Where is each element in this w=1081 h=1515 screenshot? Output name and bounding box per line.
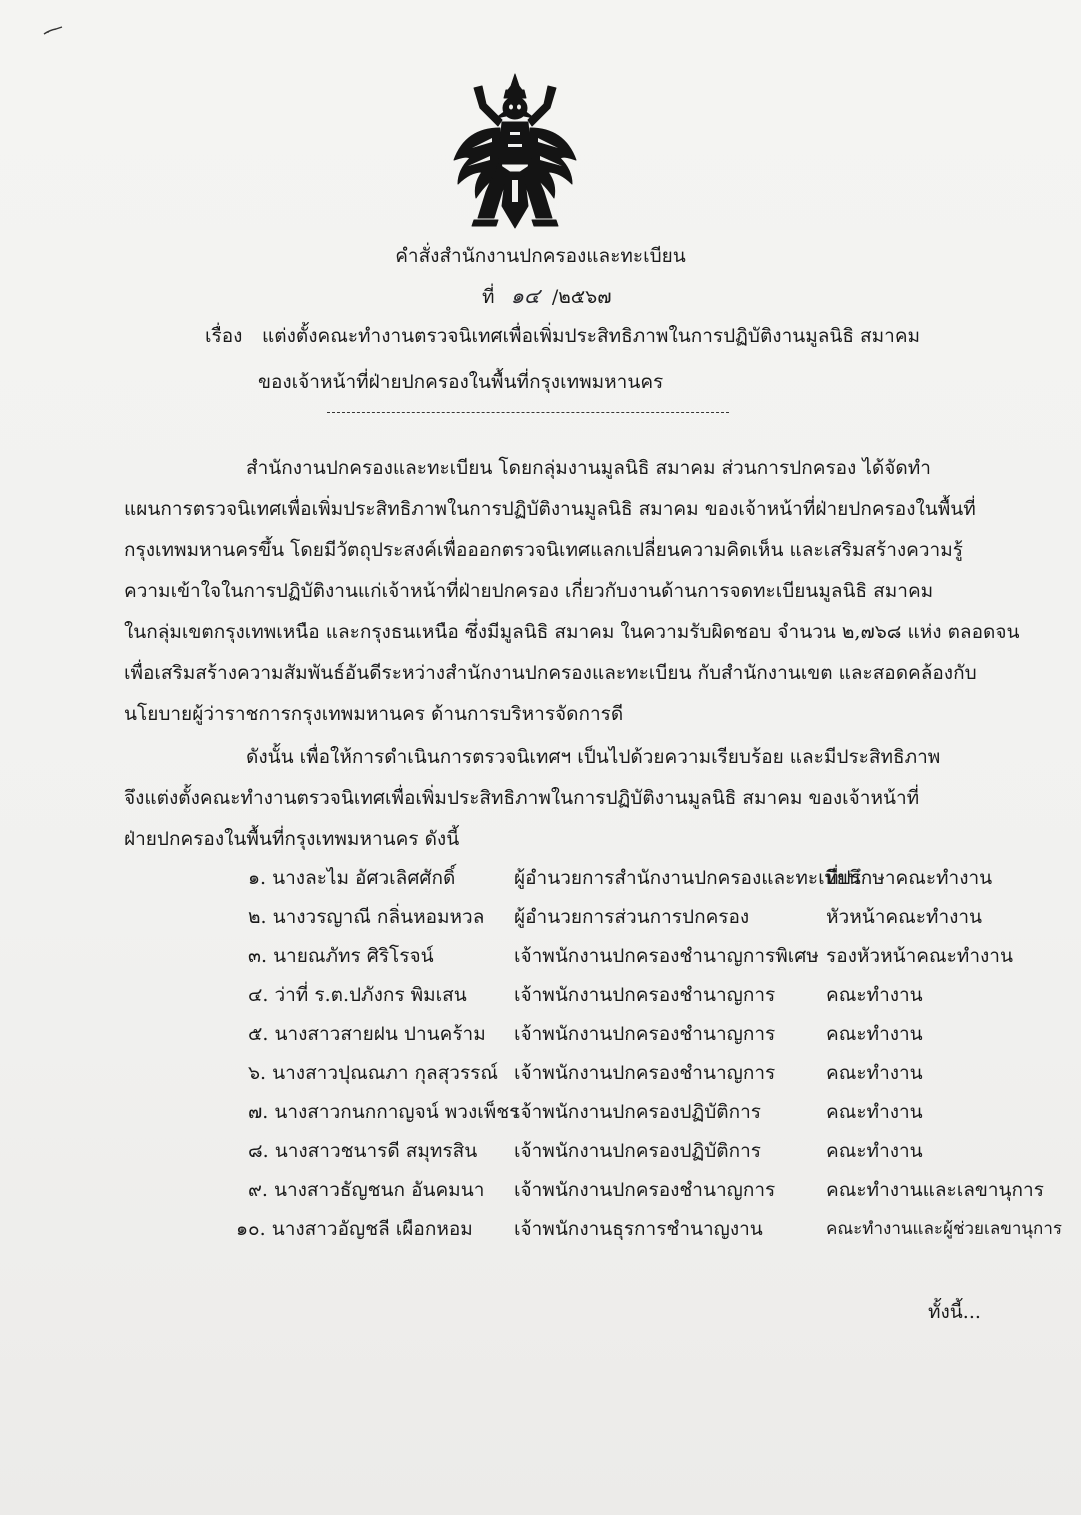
para1-line: ในกลุ่มเขตกรุงเทพเหนือ และกรุงธนเหนือ ซึ่งมีมูลนิธิ สมาคม ในความรับผิดชอบ จำนวน ๒,๗๖๘ แห่ง ตลอดจน <box>124 621 1020 643</box>
member-name: ๕. นางสาวสายฝน ปานคร้าม <box>248 1023 486 1045</box>
order-number <box>482 284 612 309</box>
member-position: เจ้าพนักงานธุรการชำนาญงาน <box>514 1218 763 1240</box>
member-position: เจ้าพนักงานปกครองชำนาญการ <box>514 1179 776 1201</box>
continuation-text: ทั้งนี้... <box>928 1301 981 1323</box>
member-position: เจ้าพนักงานปกครองชำนาญการ <box>514 984 776 1006</box>
order-number-prefix: ที่ <box>482 286 495 308</box>
member-role: ที่ปรึกษาคณะทำงาน <box>826 867 993 889</box>
member-name: ๒. นางวรญาณี กลิ่นหอมหวล <box>248 906 485 928</box>
ink-speck <box>42 26 64 36</box>
member-name: ๗. นางสาวกนกกาญจน์ พวงเพ็ชร <box>248 1101 520 1123</box>
para1-line: ความเข้าใจในการปฏิบัติงานแก่เจ้าหน้าที่ฝ่ายปกครอง เกี่ยวกับงานด้านการจดทะเบียนมูลนิธิ สมาคม <box>124 580 934 602</box>
para2-line: จึงแต่งตั้งคณะทำงานตรวจนิเทศเพื่อเพิ่มประสิทธิภาพในการปฏิบัติงานมูลนิธิ สมาคม ของเจ้าหน้าที่ <box>124 787 920 809</box>
member-position: เจ้าพนักงานปกครองปฏิบัติการ <box>514 1140 762 1162</box>
header-divider <box>327 412 729 413</box>
member-role: คณะทำงาน <box>826 1140 923 1162</box>
para1-line: สำนักงานปกครองและทะเบียน โดยกลุ่มงานมูลนิธิ สมาคม ส่วนการปกครอง ได้จัดทำ <box>246 457 931 479</box>
member-role: คณะทำงาน <box>826 1023 923 1045</box>
order-number-suffix: /๒๕๖๗ <box>551 286 612 308</box>
member-role: คณะทำงาน <box>826 984 923 1006</box>
subject-line-1: แต่งตั้งคณะทำงานตรวจนิเทศเพื่อเพิ่มประสิทธิภาพในการปฏิบัติงานมูลนิธิ สมาคม <box>262 325 921 347</box>
member-name: ๓. นายณภัทร ศิริโรจน์ <box>248 945 434 967</box>
para1-line: กรุงเทพมหานครขึ้น โดยมีวัตถุประสงค์เพื่อออกตรวจนิเทศแลกเปลี่ยนความคิดเห็น และเสริมสร้างความรู้ <box>124 539 963 561</box>
member-position: ผู้อำนวยการสำนักงานปกครองและทะเบียน <box>514 867 861 889</box>
member-role: รองหัวหน้าคณะทำงาน <box>826 945 1013 967</box>
member-name: ๖. นางสาวปุณณภา กุลสุวรรณ์ <box>248 1062 499 1084</box>
member-position: เจ้าพนักงานปกครองชำนาญการ <box>514 1023 776 1045</box>
member-position: เจ้าพนักงานปกครองปฏิบัติการ <box>514 1101 762 1123</box>
garuda-emblem <box>448 68 582 238</box>
member-position: ผู้อำนวยการส่วนการปกครอง <box>514 906 750 928</box>
para2-line: ดังนั้น เพื่อให้การดำเนินการตรวจนิเทศฯ เป็นไปด้วยความเรียบร้อย และมีประสิทธิภาพ <box>246 746 941 768</box>
member-name: ๔. ว่าที่ ร.ต.ปภังกร พิมเสน <box>248 984 467 1006</box>
member-name: ๑๐. นางสาวอัญชลี เผือกหอม <box>236 1218 473 1240</box>
member-name: ๘. นางสาวชนารดี สมุทรสิน <box>248 1140 478 1162</box>
para2-line: ฝ่ายปกครองในพื้นที่กรุงเทพมหานคร ดังนี้ <box>124 828 460 850</box>
para1-line: แผนการตรวจนิเทศเพื่อเพิ่มประสิทธิภาพในการปฏิบัติงานมูลนิธิ สมาคม ของเจ้าหน้าที่ฝ่ายปกครองในพื้นที่ <box>124 498 976 520</box>
para1-line: นโยบายผู้ว่าราชการกรุงเทพมหานคร ด้านการบริหารจัดการดี <box>124 703 624 725</box>
subject-label: เรื่อง <box>205 325 243 347</box>
member-name: ๙. นางสาวธัญชนก อันคมนา <box>248 1179 485 1201</box>
member-role: คณะทำงาน <box>826 1101 923 1123</box>
para1-line: เพื่อเสริมสร้างความสัมพันธ์อันดีระหว่างสำนักงานปกครองและทะเบียน กับสำนักงานเขต และสอดคล้องกับ <box>124 662 977 684</box>
subject-line-2: ของเจ้าหน้าที่ฝ่ายปกครองในพื้นที่กรุงเทพมหานคร <box>258 371 664 393</box>
member-position: เจ้าพนักงานปกครองชำนาญการพิเศษ <box>514 945 819 967</box>
order-number-handwritten: ๑๔ <box>510 284 540 308</box>
member-role: คณะทำงานและผู้ช่วยเลขานุการ <box>826 1219 1062 1239</box>
member-role: คณะทำงานและเลขานุการ <box>826 1179 1044 1201</box>
member-role: หัวหน้าคณะทำงาน <box>826 906 983 928</box>
member-position: เจ้าพนักงานปกครองชำนาญการ <box>514 1062 776 1084</box>
member-name: ๑. นางละไม อัศวเลิศศักดิ์ <box>248 867 456 889</box>
order-title: คำสั่งสำนักงานปกครองและทะเบียน <box>395 245 686 267</box>
member-role: คณะทำงาน <box>826 1062 923 1084</box>
